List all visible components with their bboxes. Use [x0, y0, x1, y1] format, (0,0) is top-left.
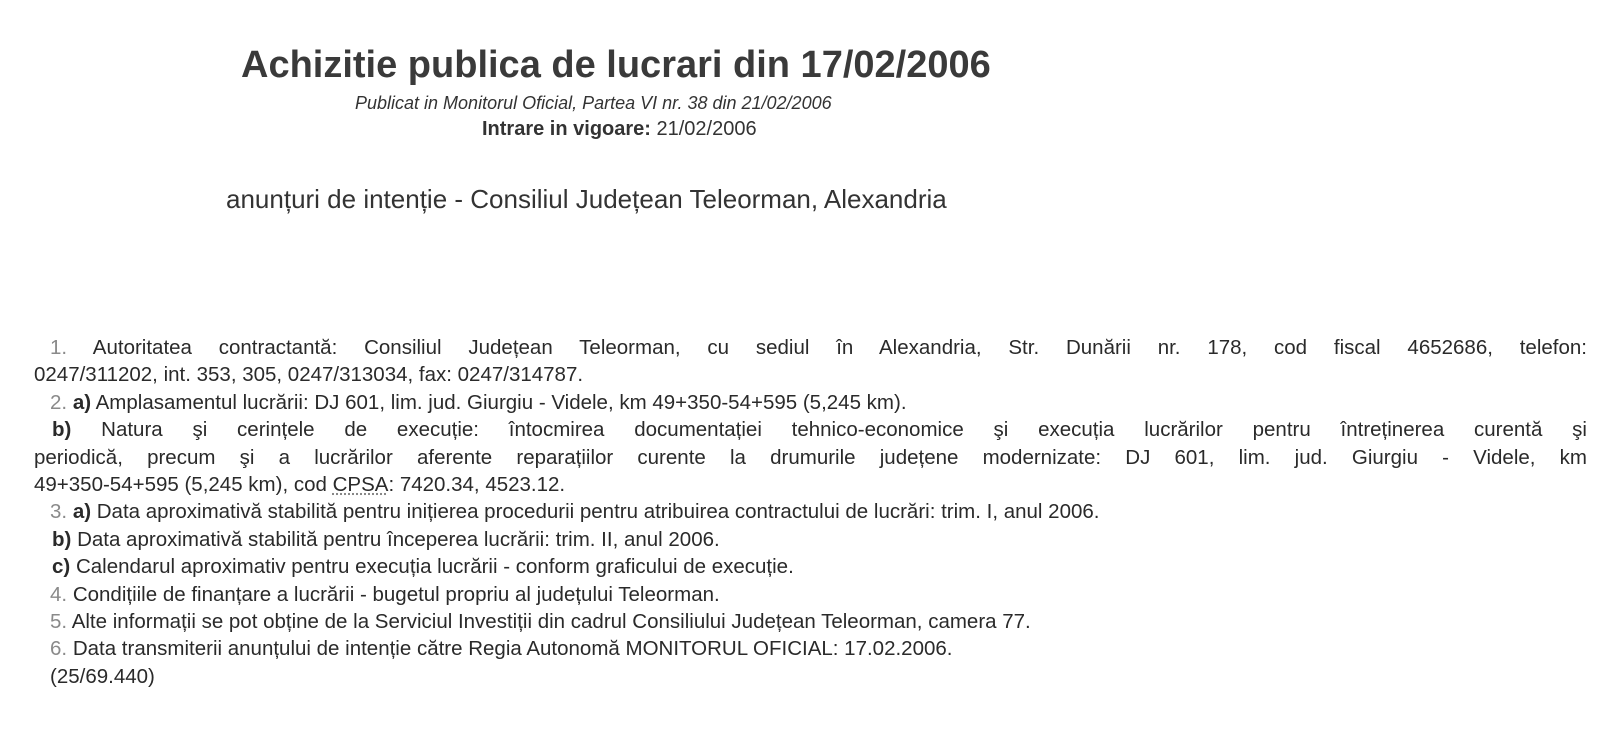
item-number: 4. [50, 582, 68, 606]
item-1-text: Autoritatea contractantă: Consiliul Județean Teleorman, cu sediul în Alexandria, Str. Dunării nr. 178, cod fiscal 4652686, telefon: [92, 336, 1587, 359]
reference-code: (25/69.440) [50, 664, 155, 688]
item-number: 5. [50, 610, 68, 634]
item-1-line-1 [34, 334, 1587, 361]
section-heading: anunțuri de intenție - Consiliul Județean Teleorman, Alexandria [226, 184, 947, 214]
item-number: 3. [50, 500, 68, 524]
subitem-label: b) [52, 527, 72, 551]
item-3c-text: Calendarul aproximativ pentru execuția lucrării - conform graficului de execuție. [75, 555, 794, 579]
item-6-text: Data transmiterii anunțului de intenție către Regia Autonomă MONITORUL OFICIAL: 17.02.2006. [72, 637, 953, 661]
item-number: 1. [50, 336, 68, 359]
item-2b-text: Natura şi cerințele de execuție: întocmirea documentației tehnico-economice şi execuția lucrărilor pentru întreținerea curentă şi [101, 418, 1587, 442]
notice-body [34, 334, 1587, 690]
item-3b-text: Data aproximativă stabilită pentru începerea lucrării: trim. II, anul 2006. [77, 527, 720, 551]
item-3a [34, 498, 1587, 525]
publication-info: Publicat in Monitorul Oficial, Partea VI nr. 38 din 21/02/2006 [355, 93, 832, 113]
item-2b-line-3 [34, 471, 1587, 498]
item-4-text: Condițiile de finanțare a lucrării - bugetul propriu al județului Teleorman. [72, 582, 720, 606]
item-3b [34, 526, 1587, 553]
item-3c [34, 553, 1587, 580]
subitem-label: a) [72, 390, 92, 414]
item-1-line-2: 0247/311202, int. 353, 305, 0247/313034, fax: 0247/314787. [34, 363, 584, 387]
item-5 [34, 608, 1587, 635]
item-3a-text: Data aproximativă stabilită pentru inițierea procedurii pentru atribuirea contractului de lucrări: trim. I, anul 2006. [96, 500, 1100, 524]
item-2a-text: Amplasamentul lucrării: DJ 601, lim. jud. Giurgiu - Videle, km 49+350-54+595 (5,245 km). [95, 390, 907, 414]
item-number: 2. [50, 390, 68, 414]
cpsa-term: CPSA [332, 473, 389, 497]
item-number: 6. [50, 637, 68, 661]
item-5-text: Alte informații se pot obține de la Serviciul Investiții din cadrul Consiliului Județean Teleorman, camera 77. [71, 610, 1031, 634]
item-4 [34, 581, 1587, 608]
in-force-date: 21/02/2006 [656, 118, 757, 140]
item-2b-line-2: periodică, precum şi a lucrărilor aferente reparațiilor curente la drumurile județene modernizate: DJ 601, lim. jud. Giurgiu - Videle, km [34, 445, 1587, 469]
subitem-label: b) [52, 418, 72, 442]
item-2a [34, 389, 1587, 416]
item-2b-line-3-pre: 49+350-54+595 (5,245 km), cod [34, 473, 327, 497]
item-2b-line-3-post: : 7420.34, 4523.12. [388, 473, 566, 497]
subitem-label: c) [52, 555, 71, 579]
document-title: Achizitie publica de lucrari din 17/02/2006 [241, 44, 991, 86]
subitem-label: a) [72, 500, 92, 524]
item-6 [34, 635, 1587, 662]
item-2b-line-1 [34, 416, 1587, 443]
in-force-label: Intrare in vigoare: [482, 118, 651, 140]
in-force-line [482, 118, 757, 141]
